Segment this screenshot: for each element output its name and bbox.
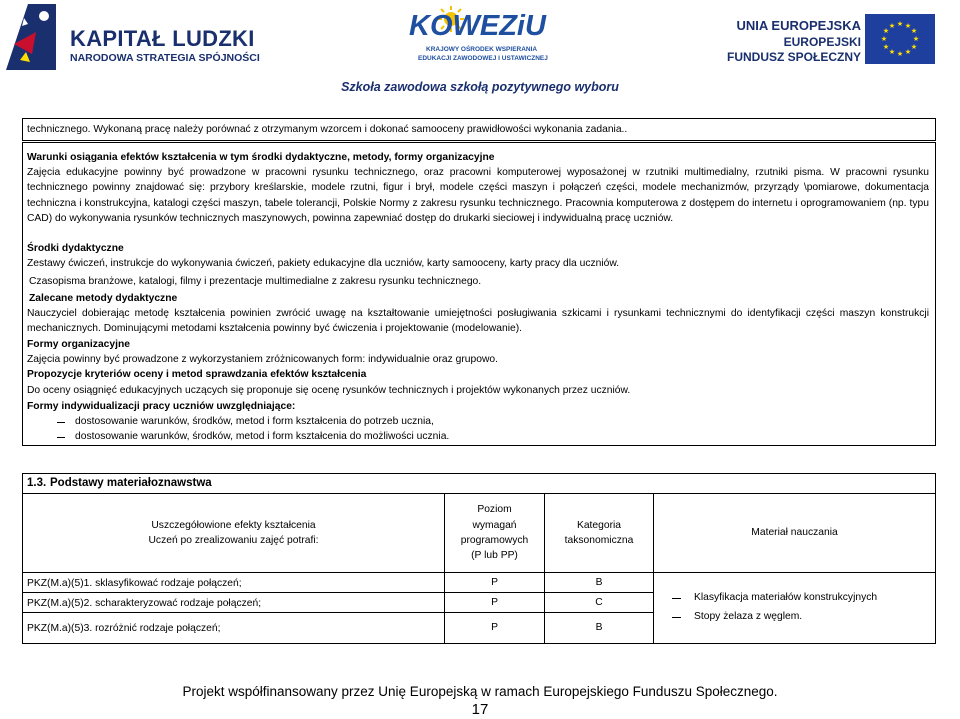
effect-text: PKZ(M.a)(5)3. rozróżnić rodzaje połączeń; bbox=[27, 623, 221, 634]
header-effects bbox=[22, 493, 445, 573]
table-row-category bbox=[544, 572, 654, 593]
conditions-box bbox=[22, 142, 936, 446]
indywidualizacja-item-2: dostosowanie warunków, środków, metod i form kształcenia do możliwości ucznia. bbox=[75, 431, 450, 442]
table-row-effect bbox=[22, 572, 445, 593]
svg-text:★: ★ bbox=[888, 22, 896, 30]
svg-text:★: ★ bbox=[880, 35, 888, 43]
effect-text: PKZ(M.a)(5)2. scharakteryzować rodzaje połączeń; bbox=[27, 598, 262, 609]
list-dash-icon bbox=[672, 617, 681, 618]
section-title-cell bbox=[22, 473, 936, 494]
metody-heading: Zalecane metody dydaktyczne bbox=[29, 293, 178, 304]
table-row-level bbox=[444, 612, 545, 644]
footer-cofinancing-text: Projekt współfinansowany przez Unię Europejską w ramach Europejskiego Funduszu Społecznego. bbox=[182, 684, 778, 699]
list-dash-icon bbox=[57, 437, 65, 438]
srodki-heading: Środki dydaktyczne bbox=[27, 243, 124, 254]
header-effects-line-1: Uszczegółowione efekty kształcenia bbox=[151, 519, 316, 531]
effect-text: PKZ(M.a)(5)1. sklasyfikować rodzaje połączeń; bbox=[27, 578, 242, 589]
kapital-ludzki-logo bbox=[6, 4, 306, 70]
header-category-line: Kategoria bbox=[576, 519, 622, 531]
eu-flag-icon bbox=[865, 14, 935, 64]
metody-text: Nauczyciel dobierając metodę kształcenia powinien zwrócić uwagę na kształtowanie umiejętności posługiwania szkicami i rysunkami technicznymi do identyfikacji części maszyn konstrukcji mechanicznych. Dominującymi metodami kształcenia powinny być ćwiczenia i projektowanie (modelowanie). bbox=[27, 308, 929, 335]
header-level-line: wymagań bbox=[472, 519, 517, 531]
conditions-paragraph: Zajęcia edukacyjne powinny być prowadzone w pracowni rysunku technicznego, oraz pracowni komputerowej wyposażonej w rzutniki multimedialny, rzutniki pisma. W pracowni rysunku technicznego powinny znajdować się: przybory kreślarskie, modele rzutni, figur i brył, modele części maszyn i połączeń części, modele mechanizmów, przyrządy \pomiarowe, dokumentacja techniczna i konstrukcyjna, katalogi części maszyn, tabele tolerancji, Polskie Normy z zakresu rysunku technicznego. Pracownia komputerowa z dostępem do internetu i oprogramowaniem (np. typu CAD) do wykonywania rysunków technicznych maszynowych, powinna zapewniać dostęp do drukarki sieciowej i indywidualną pracę uczniów. bbox=[27, 167, 929, 225]
section-number: 1.3. bbox=[27, 477, 47, 489]
continuation-box bbox=[22, 118, 936, 141]
category-text: B bbox=[595, 576, 603, 588]
svg-text:★: ★ bbox=[896, 20, 904, 28]
material-cell bbox=[653, 572, 936, 644]
srodki-text-2: Czasopisma branżowe, katalogi, filmy i prezentacje multimedialne z zakresu rysunku technicznego. bbox=[29, 276, 482, 287]
kryteria-text: Do oceny osiągnięć edukacyjnych uczących się proponuje się ocenę rysunków technicznych i projektów wykonanych przez uczniów. bbox=[27, 385, 631, 396]
category-text: B bbox=[595, 622, 603, 634]
svg-text:★: ★ bbox=[904, 22, 912, 30]
material-item-2: Stopy żelaza z węglem. bbox=[694, 611, 803, 622]
level-text: P bbox=[491, 622, 498, 634]
list-dash-icon bbox=[57, 422, 65, 423]
svg-text:★: ★ bbox=[910, 43, 918, 51]
svg-text:★: ★ bbox=[912, 35, 920, 43]
kowezu-subtitle-1: KRAJOWY OŚRODEK WSPIERANIA bbox=[426, 46, 538, 53]
header-level-line: programowych bbox=[460, 535, 529, 546]
formy-heading: Formy organizacyjne bbox=[27, 339, 130, 350]
material-item-1: Klasyfikacja materiałów konstrukcyjnych bbox=[694, 592, 878, 603]
category-text: C bbox=[595, 596, 603, 608]
list-dash-icon bbox=[672, 598, 681, 599]
srodki-text-1: Zestawy ćwiczeń, instrukcje do wykonywania ćwiczeń, pakiety edukacyjne dla uczniów, karty samooceny, karty pracy dla uczniów. bbox=[27, 258, 620, 269]
page-number: 17 bbox=[471, 701, 489, 718]
ue-line-1: UNIA EUROPEJSKA bbox=[736, 18, 861, 33]
motto: Szkoła zawodowa szkołą pozytywnego wyboru bbox=[341, 80, 619, 94]
header-effects-line-2: Uczeń po zrealizowaniu zajęć potrafi: bbox=[148, 535, 319, 546]
continuation-text: technicznego. Wykonaną pracę należy porównać z otrzymanym wzorcem i dokonać samooceny prawidłowości wykonania zadania.. bbox=[27, 124, 628, 135]
kapital-ludzki-title: KAPITAŁ LUDZKI bbox=[70, 26, 255, 51]
kowezu-logo bbox=[402, 6, 548, 66]
kryteria-heading: Propozycje kryteriów oceny i metod sprawdzania efektów kształcenia bbox=[27, 369, 367, 380]
header-level-line: Poziom bbox=[477, 504, 512, 516]
indywidualizacja-item-1: dostosowanie warunków, środków, metod i form kształcenia do potrzeb ucznia, bbox=[75, 416, 434, 427]
table-row-effect bbox=[22, 612, 445, 644]
svg-text:★: ★ bbox=[888, 48, 896, 56]
kowezu-subtitle-2: EDUKACJI ZAWODOWEJ I USTAWICZNEJ bbox=[418, 55, 548, 62]
table-row-level bbox=[444, 572, 545, 593]
table-row-category bbox=[544, 592, 654, 613]
header-material bbox=[653, 493, 936, 573]
svg-text:★: ★ bbox=[910, 27, 918, 35]
conditions-heading: Warunki osiągania efektów kształcenia w tym środki dydaktyczne, metody, formy organizacyjne bbox=[27, 152, 495, 163]
table-row-category bbox=[544, 612, 654, 644]
ue-logo bbox=[726, 14, 945, 74]
header-level-line: (P lub PP) bbox=[471, 550, 518, 562]
section-title: Podstawy materiałoznawstwa bbox=[50, 477, 212, 489]
svg-text:★: ★ bbox=[882, 43, 890, 51]
svg-text:★: ★ bbox=[904, 48, 912, 56]
ue-line-3: FUNDUSZ SPOŁECZNY bbox=[726, 50, 861, 64]
kowezu-title: KOWEZiU bbox=[409, 10, 546, 42]
kapital-ludzki-subtitle: NARODOWA STRATEGIA SPÓJNOŚCI bbox=[70, 52, 260, 64]
header-material-label: Materiał nauczania bbox=[751, 527, 838, 539]
header-level bbox=[444, 493, 545, 573]
level-text: P bbox=[491, 576, 498, 588]
svg-text:★: ★ bbox=[882, 27, 890, 35]
kapital-ludzki-emblem-icon bbox=[6, 4, 56, 70]
level-text: P bbox=[491, 596, 498, 608]
table-row-level bbox=[444, 592, 545, 613]
ue-line-2: EUROPEJSKI bbox=[783, 35, 861, 49]
header-category bbox=[544, 493, 654, 573]
formy-text: Zajęcia powinny być prowadzone z wykorzystaniem zróżnicowanych form: indywidualnie oraz grupowo. bbox=[27, 354, 499, 365]
indywidualizacja-heading: Formy indywidualizacji pracy uczniów uwzględniające: bbox=[27, 401, 296, 412]
header-category-line: taksonomiczna bbox=[564, 535, 634, 546]
table-row-effect bbox=[22, 592, 445, 613]
svg-text:★: ★ bbox=[896, 50, 904, 58]
